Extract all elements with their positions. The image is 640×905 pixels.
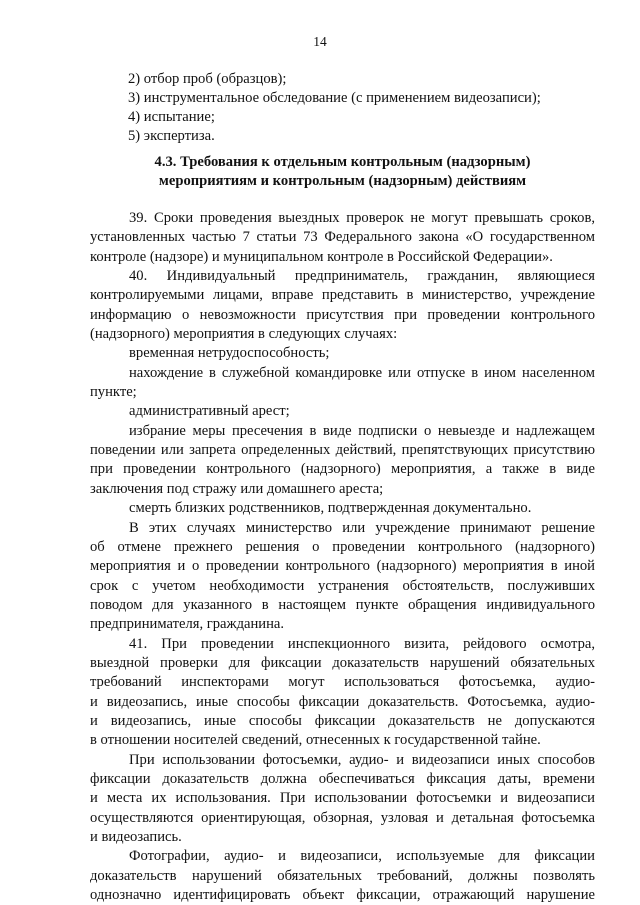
body-line: поводом для указанного в настоящем пункте обращения индивидуального [90, 596, 595, 613]
list-item: 4) испытание; [128, 109, 215, 125]
body-line: пункте; [90, 384, 137, 401]
body-line: временная нетрудоспособность; [129, 345, 330, 362]
body-line: требований инспекторами могут использоваться фотосъемка, аудио- [90, 674, 595, 691]
body-line: поведении или запрета определенных действий, препятствующих присутствию [90, 442, 595, 459]
body-line: в отношении носителей сведений, отнесенных к государственной тайне. [90, 732, 541, 749]
body-line: контролируемыми лицами, вправе представить в министерство, учреждение [90, 287, 595, 304]
body-line: смерть близких родственников, подтвержденная документально. [129, 500, 532, 517]
section-heading [90, 153, 595, 191]
body-line: Фотографии, аудио- и видеозаписи, используемые для фиксации [129, 848, 595, 865]
inspection-actions-list [128, 70, 598, 146]
body-line: административный арест; [129, 403, 290, 420]
body-line: заключения под стражу или домашнего ареста; [90, 480, 384, 497]
body-line: В этих случаях министерство или учреждение принимают решение [129, 519, 595, 536]
body-line: однозначно идентифицировать объект фиксации, отражающий нарушение [90, 887, 595, 904]
body-line: 41. При проведении инспекционного визита, рейдового осмотра, [129, 635, 595, 652]
body-line: 40. Индивидуальный предприниматель, гражданин, являющиеся [129, 268, 595, 285]
body-text [90, 209, 595, 905]
page-number: 14 [313, 34, 327, 49]
body-line: и видеозапись, иные способы фиксации доказательств. Фотосъемка, аудио- [90, 693, 595, 710]
body-line: и видеозапись, иные способы фиксации доказательств не допускаются [90, 712, 595, 729]
body-line: при проведении контрольного (надзорного) мероприятия, а также в виде [90, 461, 595, 478]
body-line: срок с учетом необходимости устранения обстоятельств, послуживших [90, 577, 595, 594]
body-line: информацию о невозможности присутствия при проведении контрольного [90, 306, 595, 323]
body-line: об отмене прежнего решения о проведении контрольного (надзорного) [90, 538, 595, 555]
body-line: предпринимателя, гражданина. [90, 616, 285, 633]
body-line: избрание меры пресечения в виде подписки о невыезде и надлежащем [129, 422, 595, 439]
list-item: 2) отбор проб (образцов); [128, 71, 287, 87]
body-line: мероприятия и о проведении контрольного (надзорного) мероприятия в иной [90, 558, 595, 575]
body-line: 39. Сроки проведения выездных проверок не могут превышать сроков, [129, 210, 595, 226]
section-heading-line: мероприятиям и контрольным (надзорным) действиям [158, 173, 527, 189]
body-line: нахождение в служебной командировке или отпуске в ином населенном [129, 364, 595, 381]
list-item: 3) инструментальное обследование (с применением видеозаписи); [128, 90, 541, 106]
body-line: и видеозапись. [90, 829, 182, 845]
body-line: выездной проверки для фиксации доказательств нарушений обязательных [90, 654, 595, 671]
body-line: доказательств нарушений обязательных требований, должны позволять [90, 867, 595, 884]
section-heading-line: 4.3. Требования к отдельным контрольным (надзорным) [154, 154, 531, 170]
body-line: установленных частью 7 статьи 73 Федерального закона «О государственном [90, 229, 595, 246]
body-line: (надзорного) мероприятия в следующих случаях: [90, 326, 398, 343]
body-line: При использовании фотосъемки, аудио- и видеозаписи иных способов [129, 751, 595, 768]
list-item: 5) экспертиза. [128, 128, 215, 144]
body-line: контроле (надзоре) и муниципальном контроле в Российской Федерации». [90, 248, 553, 265]
body-line: фиксации доказательств должна обеспечиваться фиксация даты, времени [90, 770, 595, 787]
body-line: осуществляются ориентирующая, обзорная, узловая и детальная фотосъемка [90, 809, 595, 826]
body-line: и места их использования. При использовании фотосъемки и видеозаписи [90, 790, 595, 807]
